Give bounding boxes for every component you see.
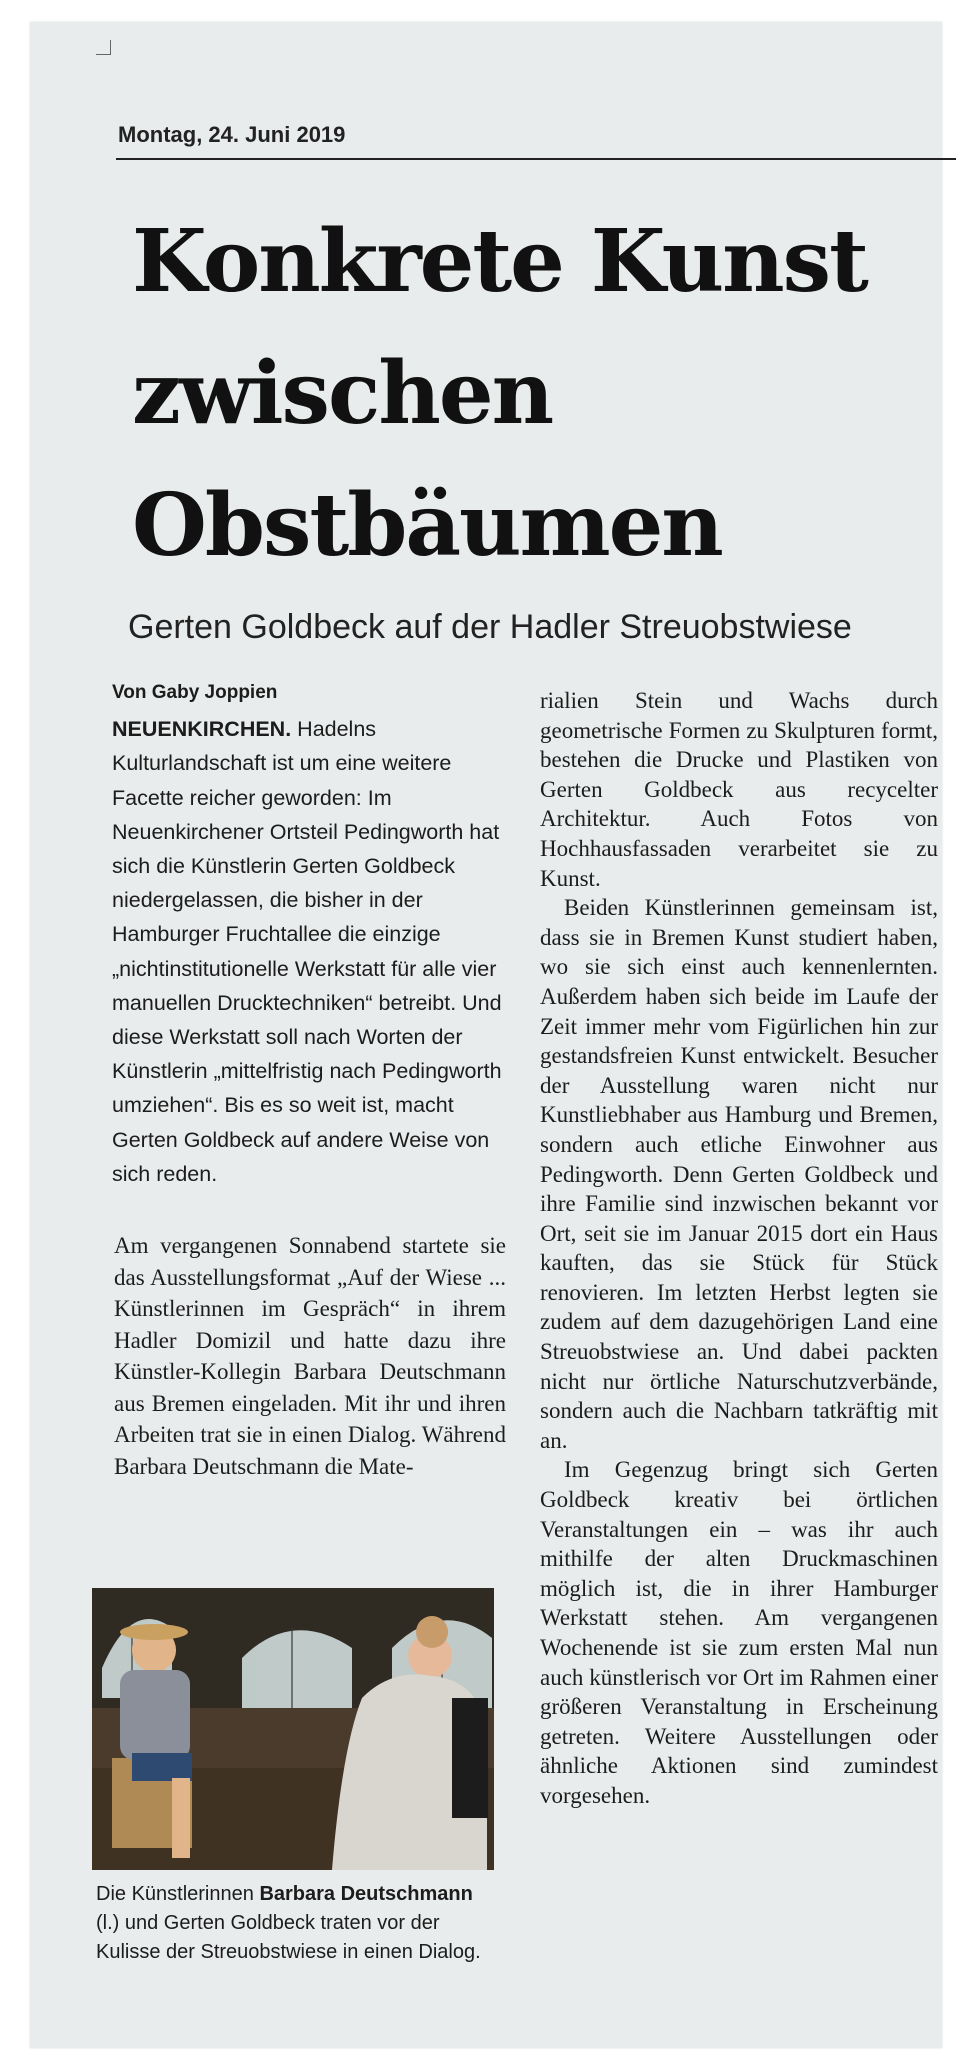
headline-line-3: Obstbäumen: [132, 475, 722, 576]
headline-line-2: zwischen: [132, 343, 553, 444]
column-left-body: [114, 1230, 506, 1482]
headline: [132, 196, 952, 592]
photo-caption: [96, 1880, 496, 1967]
issue-date: Montag, 24. Juni 2019: [118, 122, 346, 147]
dateline-city: NEUENKIRCHEN.: [112, 717, 292, 742]
body-paragraph-right-3: Im Gegenzug bringt sich Gerten Goldbeck kreativ bei örtlichen Veranstaltungen ein – was ihr auch mithilfe der alten Druckmaschinen möglich ist, die in ihrer Hamburger Werkstatt stehen. Am vergangenen Wochenende ist sie zum ersten Mal nun auch künstlerisch vor Ort im Rahmen einer größeren Veranstaltung in Erscheinung getreten. Weitere Ausstellungen oder ähnliche Aktionen sind zumindest vorgesehen.: [540, 1457, 938, 1808]
intro-text: Hadelns Kulturlandschaft ist um eine weitere Facette reicher geworden: Im Neuenkirchener Ortsteil Pedingworth hat sich die Künstlerin Gerten Goldbeck niedergelassen, die bisher in der Hamburger Fruchtallee die einzige „nichtinstitutionelle Werkstatt für alle vier manuellen Drucktechniken“ betreibt. Und diese Werkstatt soll nach Worten der Künstlerin „mittelfristig nach Pedingworth umziehen“. Bis es so weit ist, macht Gerten Goldbeck auf andere Weise von sich reden.: [112, 717, 502, 1186]
byline: Von Gaby Joppien: [112, 682, 278, 703]
body-paragraph-right-2: Beiden Künstlerinnen gemeinsam ist, dass sie in Bremen Kunst studiert haben, wo sie sich einst auch kennenlernten. Außerdem haben sich beide im Laufe der Zeit immer mehr vom Figürlichen hin zur gestandsfreien Kunst entwickelt. Besucher der Ausstellung waren nicht nur Kunstliebhaber aus Hamburg und Bremen, sondern auch etliche Einwohner aus Pedingworth. Denn Gerten Goldbeck und ihre Familie sind inzwischen bekannt vor Ort, seit sie im Januar 2015 dort ein Haus kauften, das sie Stück für Stück renovieren. Im letzten Herbst legten sie zudem auf dem dazugehörigen Land eine Streuobstwiese an. Und dabei packten nicht nur örtliche Naturschutzverbände, sondern auch die Nachbarn tatkräftig mit an.: [540, 895, 938, 1453]
caption-suffix: (l.) und Gerten Goldbeck traten vor der Kulisse der Streuobstwiese in einen Dialog.: [96, 1912, 481, 1963]
body-paragraph-right-1: rialien Stein und Wachs durch geometrische Formen zu Skulpturen formt, bestehen die Drucke und Plastiken von Gerten Goldbeck aus recycelter Architektur. Auch Fotos von Hochhausfassaden verarbeitet sie zu Kunst.: [540, 688, 938, 891]
crop-mark: [96, 40, 111, 55]
caption-prefix: Die Künstlerinnen: [96, 1883, 260, 1905]
intro-paragraph: [112, 712, 502, 1191]
header-rule: [116, 158, 956, 160]
photo-illustration: [92, 1588, 494, 1870]
body-paragraph-left: Am vergangenen Sonnabend startete sie das Ausstellungsformat „Auf der Wiese ... Künstlerinnen im Gespräch“ in ihrem Hadler Domizil und hatte dazu ihre Künstler-Kollegin Barbara Deutschmann aus Bremen eingeladen. Mit ihr und ihren Arbeiten trat sie in einen Dialog. Während Barbara Deutschmann die Mate-: [114, 1233, 506, 1479]
column-left-intro: [112, 676, 502, 1191]
subheadline: Gerten Goldbeck auf der Hadler Streuobstwiese: [128, 608, 852, 646]
caption-name: Barbara Deutschmann: [259, 1883, 473, 1905]
column-right-body: [540, 686, 938, 1811]
headline-line-1: Konkrete Kunst: [132, 211, 867, 312]
article-photo: [92, 1588, 494, 1870]
